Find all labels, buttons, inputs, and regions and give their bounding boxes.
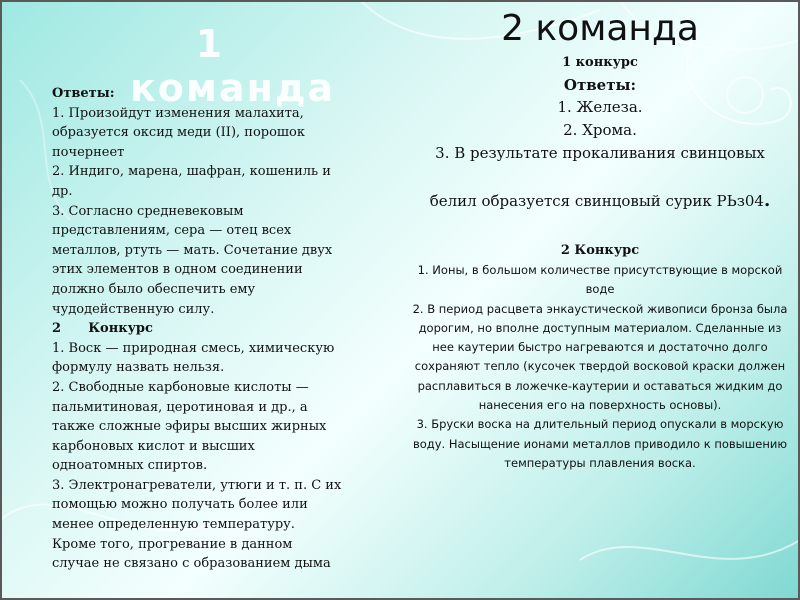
team1-answer-3: 3. Согласно средневековым представлениям, сера — отец всех металлов, ртуть — мать. Сочетание двух этих элементов в одном соединении должно было обеспечить ему чудодейственную силу. [52,203,333,317]
team1-contest2-answer-2: 2. Свободные карбоновые кислоты — пальмитиновая, церотиновая и др., а также сложные эфиры высших жирных карбоновых кислот и высших одноатомных спиртов. [52,379,327,474]
team2-answer-1: 1. Железа. [557,98,643,116]
team2-answer-3a: 3. В результате прокаливания свинцовых [435,144,765,162]
team2-contest2-answer-2: 2. В период расцвета энкаустической живописи бронза была дорогим, но вполне доступным материалом. Сделанные из нее каутерии быстро нагреваются и достаточно долго сохраняют тепло (кусочек твердой восковой краски должен расплавиться в ложечке-каутерии и оставаться жидким до нанесения его на поверхность основы). [412,301,788,413]
team2-contest2-heading: 2 Конкурс [560,243,640,258]
team2-contest2-answer-1: 1. Ионы, в большом количестве присутствующие в морской воде [417,263,783,297]
team1-answer-1: 1. Произойдут изменения малахита, образуется оксид меди (II), порошок почернеет [52,105,305,160]
team2-contest2-answer-3: 3. Бруски воска на длительный период опускали в морскую воду. Насыщение ионами металлов приводило к повышению температуры плавления воска. [412,417,787,470]
team1-contest2-heading: 2 Конкурс [52,321,153,337]
team2-title: 2 команда [501,8,699,49]
team1-contest2-answer-1: 1. Воск — природная смесь, химическую формулу назвать нельзя. [52,340,335,376]
team2-contest1-heading: 1 конкурс [562,55,638,70]
team2-answer-3b-end: . [763,190,771,211]
team2-answer-3b-text: белил образуется свинцовый сурик PЬз04 [429,192,764,210]
team1-title: 1 команда [130,22,336,110]
team2-answers [400,52,800,473]
team2-answer-2: 2. Хрома. [563,121,637,139]
team2-answer-3b [400,189,800,213]
team1-answers-heading: Ответы: [52,86,115,101]
team1-contest2-answer-3: 3. Электронагреватели, утюги и т. п. С их помощью можно получать более или менее определенную температуру. Кроме того, прогревание в данном случае не связано с образованием дыма [52,477,342,572]
team1-answers [52,84,342,574]
team2-answers-heading: Ответы: [563,76,637,94]
team1-answer-2: 2. Индиго, марена, шафран, кошениль и др. [52,164,331,199]
